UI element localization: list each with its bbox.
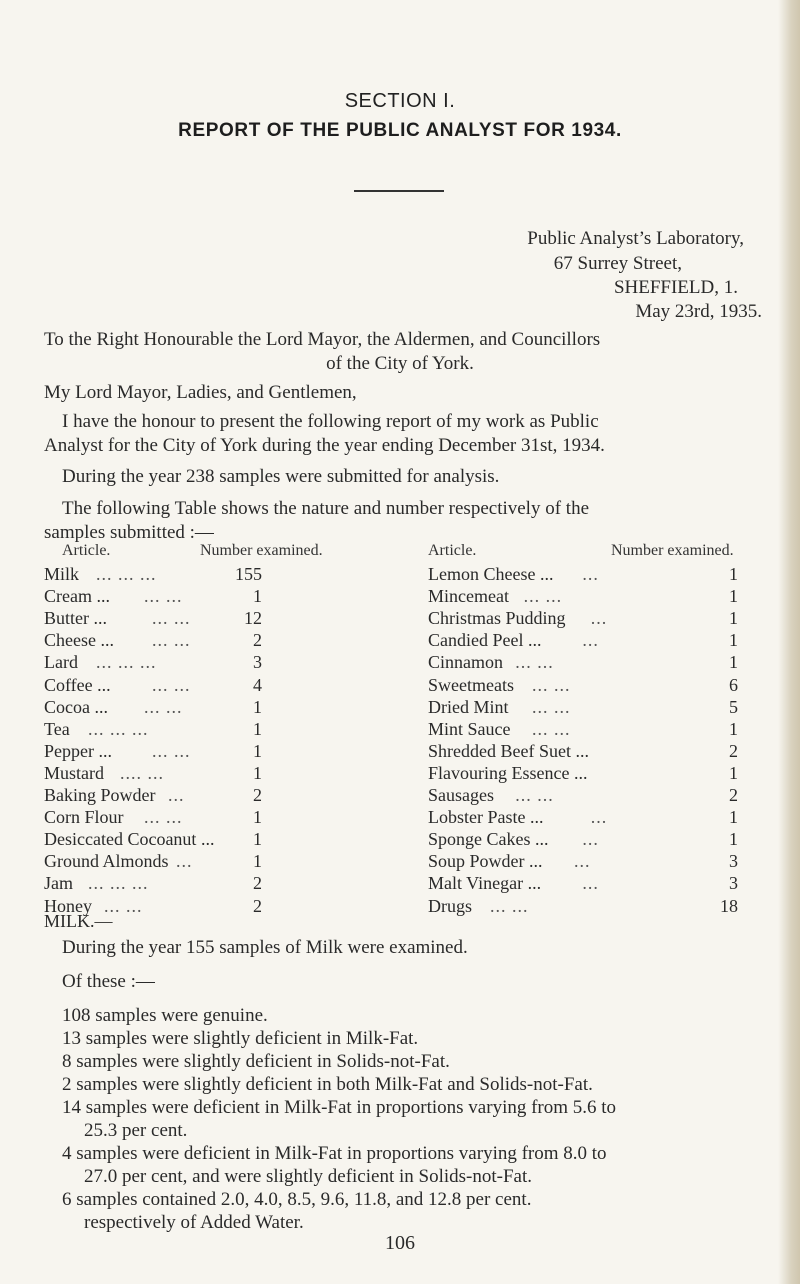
- article-name: Sausages: [428, 785, 494, 805]
- article-name: Corn Flour: [44, 807, 124, 828]
- leader-dots: ...: [582, 564, 599, 584]
- milk-intro: During the year 155 samples of Milk were examined.: [62, 937, 468, 958]
- milk-heading: MILK.—: [44, 911, 113, 931]
- milk-line-fat: 13 samples were slightly deficient in Milk-Fat.: [62, 1028, 419, 1049]
- article-count: 5: [729, 696, 738, 717]
- article-name: Cheese ...: [44, 630, 114, 651]
- article-count: 2: [253, 895, 262, 916]
- address-line-1: Public Analyst’s Laboratory,: [527, 228, 744, 249]
- table-row: [44, 585, 262, 607]
- article-count: 2: [253, 873, 262, 894]
- table-row: [428, 651, 738, 673]
- table-row: [44, 696, 262, 718]
- milk-line-6b: respectively of Added Water.: [84, 1212, 304, 1233]
- article-name: Drugs: [428, 895, 472, 916]
- leader-dots: ...: [582, 873, 599, 894]
- leader-dots: ... ...: [515, 652, 554, 673]
- table-row: [44, 872, 262, 894]
- table-row: [428, 828, 738, 850]
- addressee-line-1: To the Right Honourable the Lord Mayor, the Aldermen, and Councillors: [44, 329, 601, 350]
- leader-dots: ... ... ...: [96, 564, 157, 584]
- article-count: 1: [729, 718, 738, 739]
- page-number: 106: [385, 1232, 415, 1254]
- article-name: Coffee ...: [44, 674, 111, 695]
- article-name: Candied Peel ...: [428, 630, 542, 651]
- article-count: 1: [729, 630, 738, 651]
- table-row: [428, 674, 738, 696]
- leader-dots: ... ... ...: [96, 652, 157, 673]
- table-row: [428, 784, 738, 806]
- report-title: REPORT OF THE PUBLIC ANALYST FOR 1934.: [178, 120, 622, 141]
- article-name: Lard: [44, 652, 78, 673]
- article-count: 3: [253, 652, 262, 673]
- article-count: 1: [729, 829, 738, 850]
- article-name: Honey: [44, 895, 92, 916]
- article-name: Cocoa ...: [44, 696, 108, 717]
- intro-para-2: During the year 238 samples were submitted for analysis.: [62, 466, 500, 487]
- leader-dots: ... ... ...: [88, 873, 149, 894]
- leader-dots: ... ...: [532, 696, 571, 717]
- article-name: Butter ...: [44, 608, 107, 629]
- greeting: My Lord Mayor, Ladies, and Gentlemen,: [44, 382, 357, 403]
- article-name: Mint Sauce: [428, 718, 511, 739]
- milk-line-solids: 8 samples were slightly deficient in Solids-not-Fat.: [62, 1051, 450, 1072]
- article-count: 18: [720, 895, 738, 916]
- right-col-article-header: Article.: [428, 542, 477, 559]
- leader-dots: ... ...: [152, 608, 191, 629]
- table-row: [428, 563, 738, 585]
- right-col-number-header: Number examined.: [611, 542, 734, 559]
- article-name: Tea: [44, 718, 70, 739]
- table-row: [428, 696, 738, 718]
- table-row: [428, 850, 738, 872]
- leader-dots: ... ...: [144, 586, 183, 607]
- intro-para-3-line-2: samples submitted :—: [44, 522, 214, 543]
- address-city: SHEFFIELD, 1.: [613, 277, 738, 298]
- leader-dots: ...: [582, 829, 599, 850]
- table-row: [428, 806, 738, 828]
- article-name: Mustard: [44, 762, 104, 783]
- article-count: 2: [729, 740, 738, 761]
- article-name: Cinnamon: [428, 652, 503, 673]
- milk-line-genuine: 108 samples were genuine.: [62, 1005, 268, 1026]
- leader-dots: ...: [168, 785, 185, 805]
- table-row: [428, 762, 738, 784]
- leader-dots: ...: [590, 807, 608, 828]
- table-row: [44, 806, 262, 828]
- table-row: [428, 740, 738, 762]
- table-row: [44, 607, 262, 629]
- page-edge-shadow: [778, 0, 800, 1284]
- leader-dots: ... ...: [144, 696, 183, 717]
- milk-line-6a: 6 samples contained 2.0, 4.0, 8.5, 9.6, 11.8, and 12.8 per cent.: [62, 1189, 532, 1210]
- addressee-line-2: of the City of York.: [326, 353, 474, 374]
- leader-dots: ... ...: [152, 740, 191, 761]
- intro-para-1-line-1: I have the honour to present the following report of my work as Public: [62, 411, 599, 432]
- article-count: 12: [244, 608, 262, 629]
- article-count: 1: [253, 851, 262, 872]
- article-name: Malt Vinegar ...: [428, 873, 542, 894]
- table-row: [44, 629, 262, 651]
- article-count: 1: [253, 718, 262, 739]
- leader-dots: ...: [176, 851, 193, 872]
- intro-para-1-line-2: Analyst for the City of York during the year ending December 31st, 1934.: [44, 435, 605, 456]
- article-name: Lobster Paste ...: [428, 807, 544, 828]
- table-row: [44, 674, 262, 696]
- leader-dots: ... ...: [523, 586, 563, 607]
- section-heading: SECTION I.: [344, 90, 456, 112]
- table-row: [44, 718, 262, 740]
- table-row: [428, 629, 738, 651]
- article-name: Ground Almonds: [44, 851, 169, 872]
- leader-dots: ... ...: [152, 630, 191, 651]
- article-count: 4: [253, 674, 262, 695]
- table-row: [428, 895, 738, 917]
- article-count: 3: [729, 851, 738, 872]
- article-count: 1: [253, 829, 262, 850]
- table-row: [428, 585, 738, 607]
- article-name: Christmas Pudding: [428, 608, 566, 629]
- leader-dots: ...: [582, 630, 599, 651]
- milk-of-these: Of these :—: [62, 971, 155, 992]
- leader-dots: ... ... ...: [88, 718, 149, 739]
- article-count: 2: [253, 630, 262, 651]
- article-name: Flavouring Essence ...: [428, 762, 588, 783]
- article-name: Pepper ...: [44, 740, 112, 761]
- article-count: 1: [253, 586, 262, 607]
- article-name: Sponge Cakes ...: [428, 829, 549, 850]
- article-name: Sweetmeats: [428, 674, 514, 695]
- intro-para-3-line-1: The following Table shows the nature and number respectively of the: [62, 498, 589, 519]
- article-count: 1: [729, 586, 738, 607]
- article-count: 1: [253, 807, 262, 828]
- article-name: Shredded Beef Suet ...: [428, 740, 589, 761]
- table-row: [428, 718, 738, 740]
- leader-dots: ... ...: [490, 895, 529, 916]
- article-count: 1: [253, 740, 262, 761]
- article-count: 155: [235, 564, 262, 584]
- article-count: 2: [253, 785, 262, 805]
- address-line-2: 67 Surrey Street,: [553, 253, 682, 274]
- article-count: 1: [729, 652, 738, 673]
- article-name: Milk: [44, 564, 80, 584]
- milk-line-14a: 14 samples were deficient in Milk-Fat in proportions varying from 5.6 to: [62, 1097, 617, 1118]
- leader-dots: ... ...: [104, 895, 143, 916]
- article-count: 3: [729, 873, 738, 894]
- milk-line-4a: 4 samples were deficient in Milk-Fat in proportions varying from 8.0 to: [62, 1143, 607, 1164]
- milk-line-4b: 27.0 per cent, and were slightly deficient in Solids-not-Fat.: [84, 1166, 532, 1187]
- article-count: 6: [729, 674, 738, 695]
- table-row: [44, 850, 262, 872]
- article-name: Lemon Cheese ...: [428, 564, 554, 584]
- article-name: Soup Powder ...: [428, 851, 543, 872]
- report-date: May 23rd, 1935.: [635, 301, 762, 322]
- article-count: 1: [729, 608, 738, 629]
- article-count: 1: [729, 807, 738, 828]
- leader-dots: ... ...: [144, 807, 183, 828]
- table-row: [428, 872, 738, 894]
- article-name: Cream ...: [44, 586, 110, 607]
- article-name: Mincemeat: [428, 586, 509, 607]
- article-count: 1: [729, 762, 738, 783]
- article-name: Baking Powder: [44, 785, 156, 805]
- article-name: Jam: [44, 873, 73, 894]
- leader-dots: ... ...: [515, 785, 554, 805]
- left-col-number-header: Number examined.: [200, 542, 323, 559]
- leader-dots: ... ...: [532, 674, 571, 695]
- table-row: [44, 828, 262, 850]
- left-col-article-header: Article.: [62, 542, 111, 559]
- article-count: 2: [729, 785, 738, 805]
- table-row: [44, 563, 262, 585]
- milk-line-14b: 25.3 per cent.: [84, 1120, 188, 1141]
- article-name: Desiccated Cocoanut ...: [44, 829, 215, 850]
- article-count: 1: [729, 564, 738, 584]
- article-count: 1: [253, 696, 262, 717]
- table-row: [44, 651, 262, 673]
- article-name: Dried Mint: [428, 696, 509, 717]
- leader-dots: ... ...: [532, 718, 571, 739]
- article-count: 1: [253, 762, 262, 783]
- title-rule: [354, 190, 444, 192]
- table-row: [428, 607, 738, 629]
- leader-dots: ... ...: [152, 674, 191, 695]
- leader-dots: .... ...: [120, 762, 164, 783]
- table-row: [44, 762, 262, 784]
- leader-dots: ...: [590, 608, 608, 629]
- table-row: [44, 740, 262, 762]
- table-row: [44, 784, 262, 806]
- leader-dots: ...: [574, 851, 591, 872]
- milk-line-both: 2 samples were slightly deficient in both Milk-Fat and Solids-not-Fat.: [62, 1074, 593, 1095]
